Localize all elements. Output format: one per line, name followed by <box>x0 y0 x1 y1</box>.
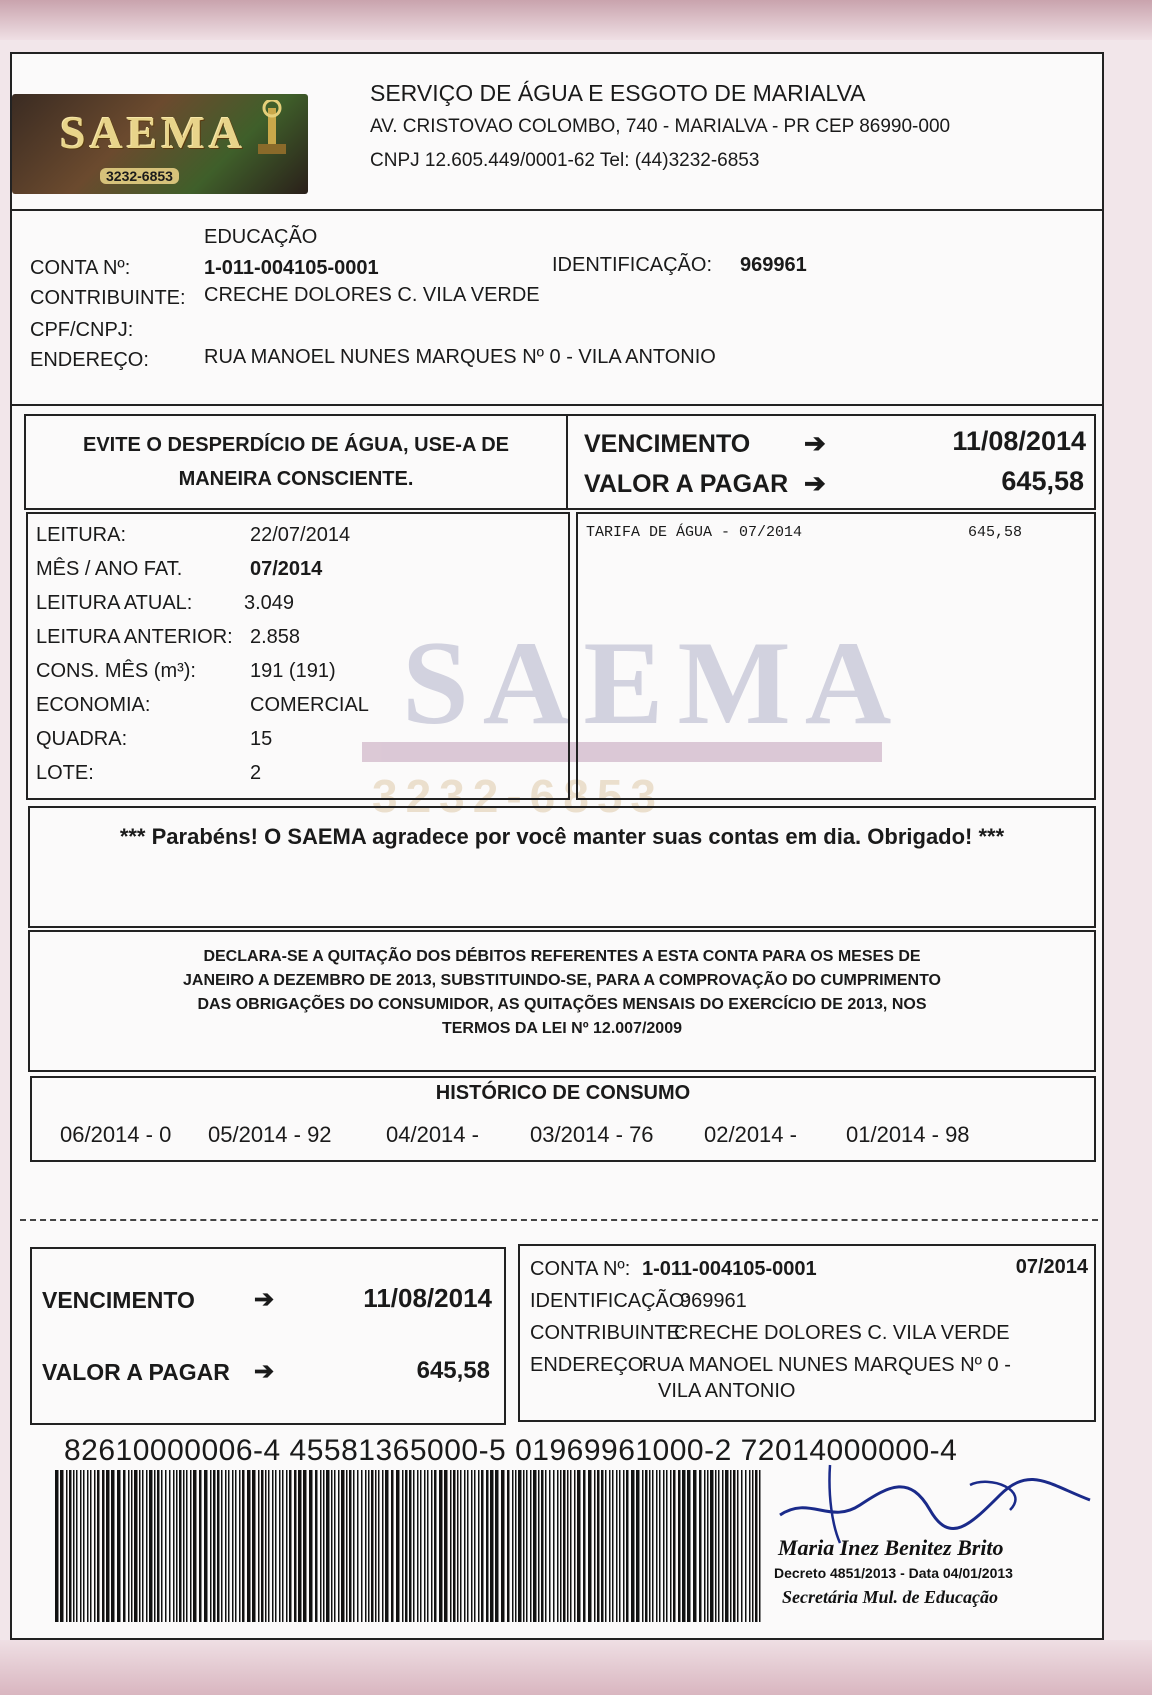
reading-label: ECONOMIA: <box>36 694 151 716</box>
contrib-label: CONTRIBUINTE: <box>30 287 186 309</box>
company-address: AV. CRISTOVAO COLOMBO, 740 - MARIALVA - PR CEP 86990-000 <box>370 116 951 137</box>
handwritten-signature <box>770 1455 1100 1545</box>
stub-address-value-2: VILA ANTONIO <box>658 1380 796 1402</box>
contrib-value: CRECHE DOLORES C. VILA VERDE <box>204 284 540 306</box>
due-date: 11/08/2014 <box>952 426 1086 456</box>
stub-due-label: VENCIMENTO <box>42 1287 195 1313</box>
company-cnpj-tel: CNPJ 12.605.449/0001-62 Tel: (44)3232-6853 <box>370 150 760 171</box>
address-value: RUA MANOEL NUNES MARQUES Nº 0 - VILA ANTONIO <box>204 346 716 368</box>
thank-you-message: *** Parabéns! O SAEMA agradece por você manter suas contas em dia. Obrigado! *** <box>119 824 1005 849</box>
arrow-right-icon: ➔ <box>804 468 826 498</box>
charge-amount: 645,58 <box>968 524 1023 541</box>
history-item: 04/2014 - <box>386 1122 479 1147</box>
conta-label: CONTA Nº: <box>30 257 131 279</box>
stamp-title: Secretária Mul. de Educação <box>782 1587 998 1607</box>
charges-panel <box>576 512 1096 800</box>
history-title: HISTÓRICO DE CONSUMO <box>435 1082 691 1104</box>
amount-label: VALOR A PAGAR <box>584 470 789 498</box>
reading-label: MÊS / ANO FAT. <box>36 558 183 580</box>
scan-top-edge <box>0 0 1152 40</box>
thank-you-box <box>28 806 1096 928</box>
account-category: EDUCAÇÃO <box>204 226 318 248</box>
due-amount-panel <box>568 414 1096 510</box>
faucet-icon <box>252 100 292 160</box>
logo-phone: 3232-6853 <box>100 168 179 184</box>
history-item: 02/2014 - <box>704 1122 797 1147</box>
charge-item: TARIFA DE ÁGUA - 07/2014 <box>586 524 803 541</box>
cpf-label: CPF/CNPJ: <box>30 319 134 341</box>
ident-value: 969961 <box>740 254 807 276</box>
stub-period: 07/2014 <box>1015 1256 1088 1278</box>
stub-due-date: 11/08/2014 <box>363 1283 492 1313</box>
cut-line <box>20 1219 1098 1221</box>
amount-due: 645,58 <box>1001 466 1084 496</box>
ident-label: IDENTIFICAÇÃO: <box>552 254 713 276</box>
stub-address-value-1: RUA MANOEL NUNES MARQUES Nº 0 - <box>642 1354 1011 1376</box>
consumption-history <box>30 1076 1096 1162</box>
barcode <box>55 1470 765 1622</box>
reading-label: LEITURA: <box>36 524 127 546</box>
stub-contrib-label: CONTRIBUINTE: <box>530 1322 686 1344</box>
stub-amount: 645,58 <box>416 1357 490 1384</box>
reading-label: QUADRA: <box>36 728 128 750</box>
declaration-box <box>28 930 1096 1072</box>
reading-value: 2 <box>250 762 262 784</box>
account-divider <box>12 404 1104 406</box>
reading-value: 2.858 <box>250 626 301 648</box>
reading-label: LOTE: <box>36 762 94 784</box>
stub-conta-label: CONTA Nº: <box>530 1258 631 1280</box>
signature-stamp <box>770 1455 1100 1625</box>
stub-address-label: ENDEREÇO: <box>530 1354 649 1376</box>
reading-value: 191 (191) <box>250 660 336 682</box>
history-item: 06/2014 - 0 <box>60 1122 172 1147</box>
conservation-notice <box>24 414 568 510</box>
header-divider <box>12 209 1104 211</box>
notice-line-2: MANEIRA CONSCIENTE. <box>178 468 414 490</box>
logo-wordmark: SAEMA <box>60 107 247 158</box>
reading-label: LEITURA ANTERIOR: <box>36 626 233 648</box>
due-label: VENCIMENTO <box>584 430 751 458</box>
reading-value: 3.049 <box>244 592 295 614</box>
declaration-line-4: TERMOS DA LEI Nº 12.007/2009 <box>441 1020 682 1037</box>
stub-amount-label: VALOR A PAGAR <box>42 1359 230 1385</box>
scan-bottom-edge <box>0 1640 1152 1695</box>
arrow-right-icon: ➔ <box>254 1358 275 1385</box>
saema-watermark: SAEMA 3232-6853 <box>272 594 1052 824</box>
declaration-line-2: JANEIRO A DEZEMBRO DE 2013, SUBSTITUINDO-SE, PARA A COMPROVAÇÃO DO CUMPRIMENTO <box>183 972 941 989</box>
stub-account-panel <box>518 1244 1096 1422</box>
meter-reading-panel <box>26 512 570 800</box>
reading-value: COMERCIAL <box>250 694 369 716</box>
reading-label: CONS. MÊS (m³): <box>36 660 196 682</box>
stub-payment-panel <box>30 1247 506 1425</box>
declaration-line-1: DECLARA-SE A QUITAÇÃO DOS DÉBITOS REFERENTES A ESTA CONTA PARA OS MESES DE <box>203 948 921 965</box>
company-name: SERVIÇO DE ÁGUA E ESGOTO DE MARIALVA <box>370 80 866 106</box>
arrow-right-icon: ➔ <box>254 1286 275 1313</box>
reading-label: LEITURA ATUAL: <box>36 592 193 614</box>
saema-logo <box>12 94 308 194</box>
stub-ident-value: 969961 <box>680 1290 747 1312</box>
conta-value: 1-011-004105-0001 <box>204 257 379 279</box>
stub-ident-label: IDENTIFICAÇÃO: <box>530 1290 691 1312</box>
history-item: 03/2014 - 76 <box>530 1122 654 1147</box>
stub-contrib-value: CRECHE DOLORES C. VILA VERDE <box>674 1322 1010 1344</box>
stamp-name: Maria Inez Benitez Brito <box>778 1535 1004 1560</box>
notice-line-1: EVITE O DESPERDÍCIO DE ÁGUA, USE-A DE <box>83 434 509 456</box>
barcode-digits: 82610000006-4 45581365000-5 01969961000-2 72014000000-4 <box>64 1434 958 1467</box>
water-bill-sheet <box>10 52 1104 1640</box>
history-item: 05/2014 - 92 <box>208 1122 332 1147</box>
arrow-right-icon: ➔ <box>804 428 826 458</box>
stub-conta-value: 1-011-004105-0001 <box>642 1258 817 1280</box>
history-item: 01/2014 - 98 <box>846 1122 970 1147</box>
declaration-line-3: DAS OBRIGAÇÕES DO CONSUMIDOR, AS QUITAÇÕES MENSAIS DO EXERCÍCIO DE 2013, NOS <box>197 996 927 1013</box>
reading-value: 15 <box>250 728 273 750</box>
stamp-decree: Decreto 4851/2013 - Data 04/01/2013 <box>774 1565 1013 1581</box>
reading-value: 07/2014 <box>250 558 323 580</box>
address-label: ENDEREÇO: <box>30 349 149 371</box>
reading-value: 22/07/2014 <box>250 524 351 546</box>
